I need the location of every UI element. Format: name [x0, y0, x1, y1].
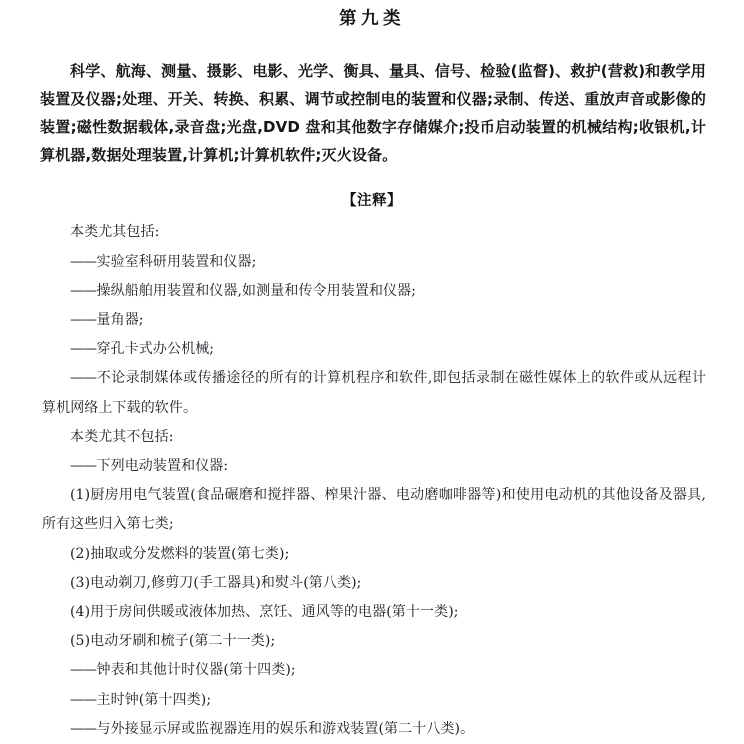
note-text: 本类尤其包括:	[70, 224, 160, 241]
note-dash-marker: ——	[70, 662, 96, 679]
note-line	[42, 540, 706, 569]
note-line	[42, 481, 706, 539]
note-dash-marker: ——	[70, 282, 96, 299]
note-line	[42, 364, 706, 422]
note-text: 用于房间供暖或液体加热、烹饪、通风等的电器(第十一类);	[90, 604, 459, 621]
note-number-marker: (1)	[70, 487, 91, 504]
note-line	[42, 627, 706, 656]
note-text: 实验室科研用装置和仪器;	[96, 253, 257, 270]
note-text: 电动剃刀,修剪刀(手工器具)和熨斗(第八类);	[90, 574, 362, 591]
note-text: 电动牙刷和梳子(第二十一类);	[90, 633, 276, 650]
note-text: 穿孔卡式办公机械;	[96, 341, 215, 358]
note-line	[42, 715, 706, 744]
note-line	[42, 248, 706, 277]
note-text: 厨房用电气装置(食品碾磨和搅拌器、榨果汁器、电动磨咖啡器等)和使用电动机的其他设备及器具,所有这些归入第七类;	[42, 487, 706, 533]
note-line	[42, 452, 706, 481]
note-text: 操纵船舶用装置和仪器,如测量和传令用装置和仪器;	[96, 282, 417, 299]
note-text: 本类尤其不包括:	[70, 428, 174, 445]
note-dash-marker: ——	[70, 720, 96, 737]
note-dash-marker: ——	[70, 312, 96, 329]
note-text: 量角器;	[96, 312, 144, 329]
note-line	[42, 598, 706, 627]
note-number-marker: (3)	[70, 574, 91, 591]
note-number-marker: (5)	[70, 633, 91, 650]
note-line	[42, 335, 706, 364]
note-number-marker: (2)	[70, 545, 91, 562]
note-text: 抽取或分发燃料的装置(第七类);	[90, 545, 290, 562]
note-line	[42, 423, 706, 452]
note-line	[42, 218, 706, 247]
note-line	[42, 277, 706, 306]
note-text: 主时钟(第十四类);	[96, 691, 212, 708]
note-line	[42, 569, 706, 598]
note-dash-marker: ——	[70, 691, 96, 708]
note-dash-marker: ——	[70, 370, 96, 387]
note-dash-marker: ——	[70, 458, 96, 475]
note-number-marker: (4)	[70, 604, 91, 621]
note-text: 不论录制媒体或传播途径的所有的计算机程序和软件,即包括录制在磁性媒体上的软件或从远程计算机网络上下载的软件。	[42, 370, 706, 416]
note-dash-marker: ——	[70, 253, 96, 270]
note-dash-marker: ——	[70, 341, 96, 358]
note-text: 下列电动装置和仪器:	[96, 458, 229, 475]
class-definition-paragraph: 科学、航海、测量、摄影、电影、光学、衡具、量具、信号、检验(监督)、救护(营救)和教学用装置及仪器;处理、开关、转换、积累、调节或控制电的装置和仪器;录制、传送、重放声音或影像的装置;磁性数据载体,录音盘;光盘,DVD 盘和其他数字存储媒介;投币启动装置的机械结构;收银机,计算机器,数据处理装置,计算机;计算机软件;灭火设备。	[40, 61, 706, 165]
note-line	[42, 656, 706, 685]
note-text: 与外接显示屏或监视器连用的娱乐和游戏装置(第二十八类)。	[96, 720, 475, 737]
note-line	[42, 306, 706, 335]
page-title: 第九类	[339, 9, 405, 29]
note-line	[42, 686, 706, 715]
note-text: 钟表和其他计时仪器(第十四类);	[96, 662, 296, 679]
notes-list	[34, 218, 710, 744]
notes-section-header: 【注释】	[342, 192, 402, 209]
